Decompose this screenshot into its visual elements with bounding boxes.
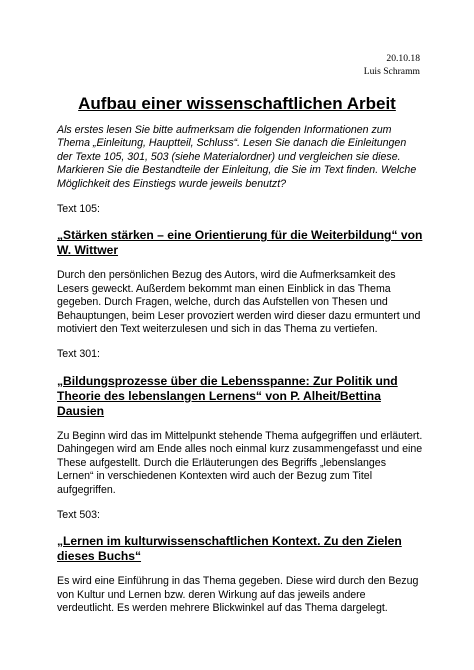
section-label: Text 301: bbox=[57, 348, 100, 361]
section-label: Text 105: bbox=[57, 203, 100, 216]
section-heading: „Lernen im kulturwissenschaftlichen Kontext. Zu den Zielen dieses Buchs“ bbox=[57, 534, 402, 564]
section-label: Text 503: bbox=[57, 508, 100, 521]
section-body: Zu Beginn wird das im Mittelpunkt stehende Thema aufgegriffen und erläutert. Dahingegen wird am Ende alles noch einmal kurz zusammengefasst und eine These aufgestellt. Durch die Erläuterungen des Begriffs „lebenslanges Lernen“ in verschiedenen Kontexten wird auch der Bezug zum Titel aufgegriffen. bbox=[57, 429, 423, 496]
section-text-105 bbox=[57, 203, 423, 348]
document-title: Aufbau einer wissenschaftlichen Arbeit bbox=[78, 94, 396, 113]
document-author: Luis Schramm bbox=[363, 66, 420, 77]
intro-paragraph: Als erstes lesen Sie bitte aufmerksam die folgenden Informationen zum Thema „Einleitung, Hauptteil, Schluss“. Lesen Sie danach die Einleitungen der Texte 105, 301, 503 (siehe Materialordner) und vergleichen sie diese. Markieren Sie die Bestandteile der Einleitung, die Sie im Text finden. Welche Möglichkeit des Einstiegs wurde jeweils benutzt? bbox=[57, 124, 417, 190]
document-date: 20.10.18 bbox=[386, 53, 420, 64]
section-heading: „Bildungsprozesse über die Lebensspanne: Zur Politik und Theorie des lebenslangen Lernens“ von P. Alheit/Bettina Dausien bbox=[57, 373, 398, 418]
section-heading: „Stärken stärken – eine Orientierung für die Weiterbildung“ von W. Wittwer bbox=[57, 228, 423, 258]
document-body bbox=[57, 124, 423, 616]
section-text-503 bbox=[57, 509, 423, 616]
section-body: Es wird eine Einführung in das Thema gegeben. Diese wird durch den Bezug von Kultur und Lernen bzw. deren Wirkung auf das jeweils andere verdeutlicht. Es werden mehrere Blickwinkel auf das Thema dargelegt. bbox=[57, 575, 419, 615]
section-text-301 bbox=[57, 348, 423, 508]
document-meta bbox=[364, 52, 420, 78]
section-body: Durch den persönlichen Bezug des Autors, wird die Aufmerksamkeit des Lesers geweckt. Außerdem bekommt man einen Einblick in das Thema gegeben. Durch Fragen, welche, durch das Aufstellen von Thesen und Behauptungen, beim Leser provoziert werden wird dieser dazu ermuntert und motiviert den Text weiterzulesen und sich in das Thema zu vertiefen. bbox=[57, 269, 421, 336]
